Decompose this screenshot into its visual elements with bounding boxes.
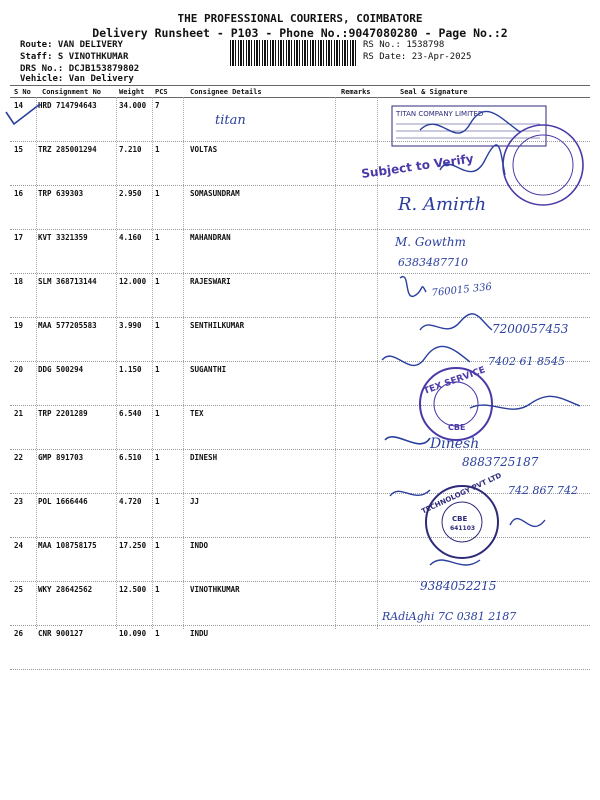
company-title: THE PROFESSIONAL COURIERS, COIMBATORE <box>177 12 423 25</box>
row-consignee: INDO <box>190 541 209 550</box>
row-consignment-no: DDG 500294 <box>38 365 84 374</box>
row-pcs: 1 <box>155 321 160 330</box>
table-row <box>0 274 600 318</box>
row-sno: 20 <box>14 365 24 374</box>
row-consignment-no: POL 1666446 <box>38 497 88 506</box>
col-sno: S No <box>14 88 31 96</box>
col-remarks: Remarks <box>341 88 371 96</box>
handwriting-r20: 7402 61 8545 <box>488 355 565 368</box>
row-weight: 17.250 <box>119 541 147 550</box>
barcode <box>230 40 356 66</box>
row-sno: 17 <box>14 233 24 242</box>
row-consignee: DINESH <box>190 453 218 462</box>
row-weight: 12.500 <box>119 585 147 594</box>
row-weight: 4.160 <box>119 233 142 242</box>
row-pcs: 7 <box>155 101 160 110</box>
row-consignment-no: MAA 108758175 <box>38 541 97 550</box>
row-consignment-no: HRD 714794643 <box>38 101 97 110</box>
col-consignment: Consignment No <box>42 88 102 96</box>
tech-stamp-city: CBE <box>452 515 468 523</box>
row-pcs: 1 <box>155 497 160 506</box>
row-pcs: 1 <box>155 541 160 550</box>
table-row <box>0 406 600 450</box>
table-row <box>0 318 600 362</box>
row-pcs: 1 <box>155 145 160 154</box>
row-pcs: 1 <box>155 233 160 242</box>
handwriting-r18: 760015 336 <box>431 281 493 299</box>
col-weight: Weight <box>119 88 145 96</box>
row-sno: 15 <box>14 145 24 154</box>
row-weight: 34.000 <box>119 101 147 110</box>
row-consignment-no: TRP 639303 <box>38 189 84 198</box>
col-consignee: Consignee Details <box>190 88 262 96</box>
row-weight: 6.540 <box>119 409 142 418</box>
rs-number: RS No.: 1538798 <box>363 40 445 50</box>
row-weight: 4.720 <box>119 497 142 506</box>
tex-stamp-city: CBE <box>448 423 466 432</box>
handwriting-r22: Dinesh <box>430 436 480 452</box>
route-label: Route: VAN DELIVERY <box>20 40 123 50</box>
table-row <box>0 186 600 230</box>
table-row <box>0 142 600 186</box>
row-consignment-no: TRP 2201289 <box>38 409 88 418</box>
vehicle-label: Vehicle: Van Delivery <box>20 74 134 84</box>
row-pcs: 1 <box>155 409 160 418</box>
row-consignee: SENTHILKUMAR <box>190 321 245 330</box>
row-consignment-no: CNR 900127 <box>38 629 84 638</box>
row-consignment-no: WKY 28642562 <box>38 585 93 594</box>
row-consignee: VOLTAS <box>190 145 218 154</box>
handwriting-r23: 742 867 742 <box>508 484 578 497</box>
table-row <box>0 230 600 274</box>
table-row <box>0 582 600 626</box>
row-sno: 14 <box>14 101 24 110</box>
runsheet-subtitle: Delivery Runsheet - P103 - Phone No.:9047080280 - Page No.:2 <box>92 26 508 40</box>
row-pcs: 1 <box>155 585 160 594</box>
col-pcs: PCS <box>155 88 168 96</box>
handwriting-r14: titan <box>215 113 246 128</box>
row-consignment-no: TRZ 285001294 <box>38 145 97 154</box>
row-consignment-no: KVT 3321359 <box>38 233 88 242</box>
row-consignee: INDU <box>190 629 209 638</box>
row-weight: 10.090 <box>119 629 147 638</box>
tex-stamp-text: TEX SERVICE <box>422 365 487 397</box>
row-consignment-no: GMP 891703 <box>38 453 84 462</box>
handwriting-r22-phone: 8883725187 <box>462 455 539 469</box>
row-sno: 22 <box>14 453 24 462</box>
table-row <box>0 450 600 494</box>
row-weight: 6.510 <box>119 453 142 462</box>
row-sno: 24 <box>14 541 24 550</box>
row-weight: 12.000 <box>119 277 147 286</box>
row-consignment-no: SLM 368713144 <box>38 277 97 286</box>
row-consignee: JJ <box>190 497 200 506</box>
row-pcs: 1 <box>155 277 160 286</box>
table-row <box>0 494 600 538</box>
table-row <box>0 538 600 582</box>
row-pcs: 1 <box>155 453 160 462</box>
table-row <box>0 626 600 670</box>
row-pcs: 1 <box>155 189 160 198</box>
handwriting-r16: R. Amirth <box>398 194 487 215</box>
row-consignee: MAHANDRAN <box>190 233 231 242</box>
handwriting-r17-phone: 6383487710 <box>398 256 468 269</box>
subject-to-verify-stamp: Subject to Verify <box>360 151 475 181</box>
header-top-rule <box>10 85 590 86</box>
row-sno: 25 <box>14 585 24 594</box>
staff-label: Staff: S VINOTHKUMAR <box>20 52 129 62</box>
tech-stamp-pin: 641103 <box>450 525 476 532</box>
row-separator <box>10 669 590 670</box>
handwriting-r17-name: M. Gowthm <box>395 235 466 249</box>
handwriting-r26: RAdiAghi 7C 0381 2187 <box>382 610 517 623</box>
row-sno: 19 <box>14 321 24 330</box>
row-consignee: VINOTHKUMAR <box>190 585 240 594</box>
handwriting-r19: 7200057453 <box>492 322 569 336</box>
row-weight: 3.990 <box>119 321 142 330</box>
handwriting-r25: 9384052215 <box>420 579 497 593</box>
row-consignee: RAJESWARI <box>190 277 231 286</box>
tech-stamp-text: TECHNOLOGY PVT LTD <box>420 471 503 516</box>
table-row <box>0 362 600 406</box>
row-consignee: SUGANTHI <box>190 365 227 374</box>
drs-label: DRS No.: DCJB153879802 <box>20 64 140 74</box>
row-pcs: 1 <box>155 365 160 374</box>
row-weight: 1.150 <box>119 365 142 374</box>
row-sno: 18 <box>14 277 24 286</box>
row-consignee: SOMASUNDRAM <box>190 189 240 198</box>
row-consignment-no: MAA 577205583 <box>38 321 97 330</box>
col-seal: Seal & Signature <box>400 88 468 96</box>
row-sno: 23 <box>14 497 24 506</box>
row-weight: 2.950 <box>119 189 142 198</box>
titan-stamp-text: TITAN COMPANY LIMITED <box>396 110 484 118</box>
row-pcs: 1 <box>155 629 160 638</box>
row-sno: 21 <box>14 409 24 418</box>
row-sno: 26 <box>14 629 24 638</box>
table-row <box>0 98 600 142</box>
row-sno: 16 <box>14 189 24 198</box>
row-weight: 7.210 <box>119 145 142 154</box>
row-consignee: TEX <box>190 409 204 418</box>
rs-date: RS Date: 23-Apr-2025 <box>363 52 472 62</box>
